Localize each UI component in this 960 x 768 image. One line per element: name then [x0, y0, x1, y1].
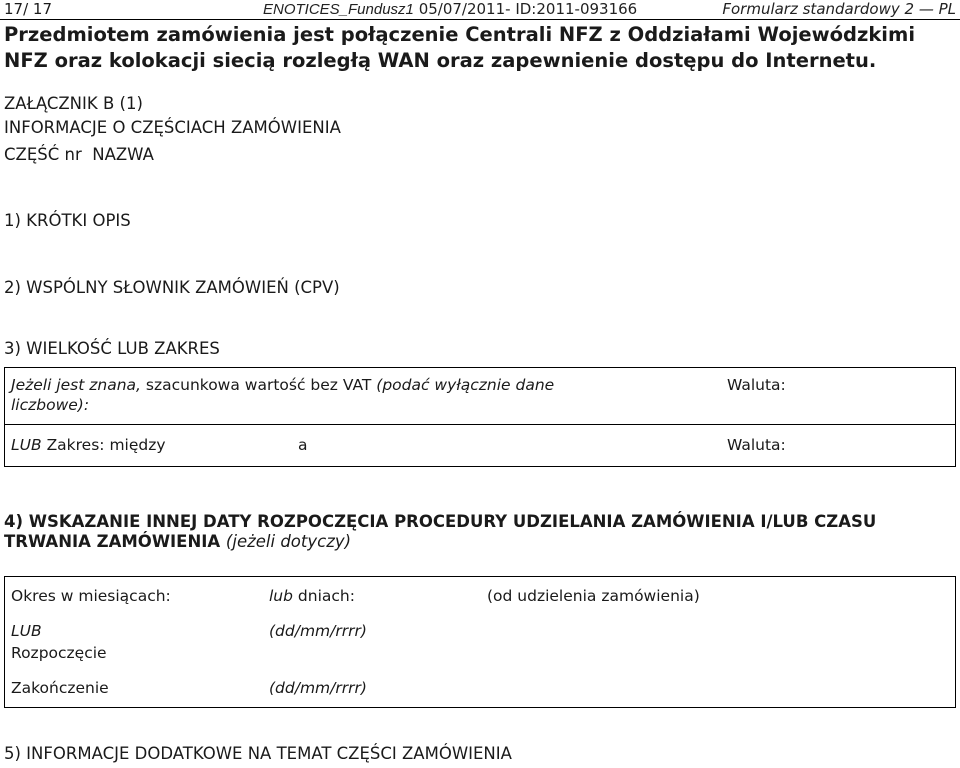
section-4-heading: 4) WSKAZANIE INNEJ DATY ROZPOCZĘCIA PROCEDURY UDZIELANIA ZAMÓWIENIA I/LUB CZASU TRWANIA ZAMÓWIENIA (jeżeli dotyczy)	[4, 512, 877, 551]
form-type: Formularz standardowy 2 — PL	[722, 0, 956, 18]
page-number: 17/ 17	[4, 0, 52, 18]
lub-label: LUB	[11, 622, 42, 640]
part-label: CZĘŚĆ nr	[4, 145, 82, 164]
scope-box	[4, 367, 956, 467]
document-reference	[263, 0, 637, 18]
page-title: Przedmiotem zamówienia jest połączenie Centrali NFZ z Oddziałami Wojewódzkimi NFZ oraz kolokacji siecią rozległą WAN oraz zapewnienie dostępu do Internetu.	[4, 23, 915, 72]
from-award-label: (od udzielenia zamówienia)	[487, 587, 700, 605]
box-divider	[5, 424, 955, 425]
start-label: Rozpoczęcie	[11, 644, 107, 662]
doc-id: - ID:2011-093166	[505, 0, 638, 18]
section-5-heading: 5) INFORMACJE DODATKOWE NA TEMAT CZĘŚCI ZAMÓWIENIA	[4, 744, 512, 763]
part-heading	[4, 145, 154, 164]
annex-heading: ZAŁĄCZNIK B (1)	[4, 94, 143, 113]
estimated-value-label: Jeżeli jest znana, szacunkowa wartość bez VAT (podać wyłącznie dane liczbowe):	[11, 376, 555, 414]
days-label: lub dniach:	[269, 587, 355, 605]
months-label: Okres w miesiącach:	[11, 587, 171, 605]
duration-box	[4, 576, 956, 708]
doc-date: 05/07/2011	[418, 0, 506, 18]
header-rule	[0, 19, 960, 20]
currency-label-2: Waluta:	[727, 436, 786, 454]
section-3-heading: 3) WIELKOŚĆ LUB ZAKRES	[4, 339, 220, 358]
range-label: LUB Zakres: między	[11, 436, 166, 454]
currency-label-1: Waluta:	[727, 376, 786, 394]
end-label: Zakończenie	[11, 679, 109, 697]
section-1-heading: 1) KRÓTKI OPIS	[4, 211, 131, 230]
end-date-format: (dd/mm/rrrr)	[269, 679, 367, 697]
info-heading: INFORMACJE O CZĘŚCIACH ZAMÓWIENIA	[4, 118, 341, 137]
start-date-format: (dd/mm/rrrr)	[269, 622, 367, 640]
part-name: NAZWA	[92, 145, 154, 164]
doc-name: ENOTICES_Fundusz1	[263, 1, 414, 18]
range-and: a	[298, 436, 308, 454]
page-header	[0, 0, 960, 19]
section-2-heading: 2) WSPÓLNY SŁOWNIK ZAMÓWIEŃ (CPV)	[4, 278, 340, 297]
